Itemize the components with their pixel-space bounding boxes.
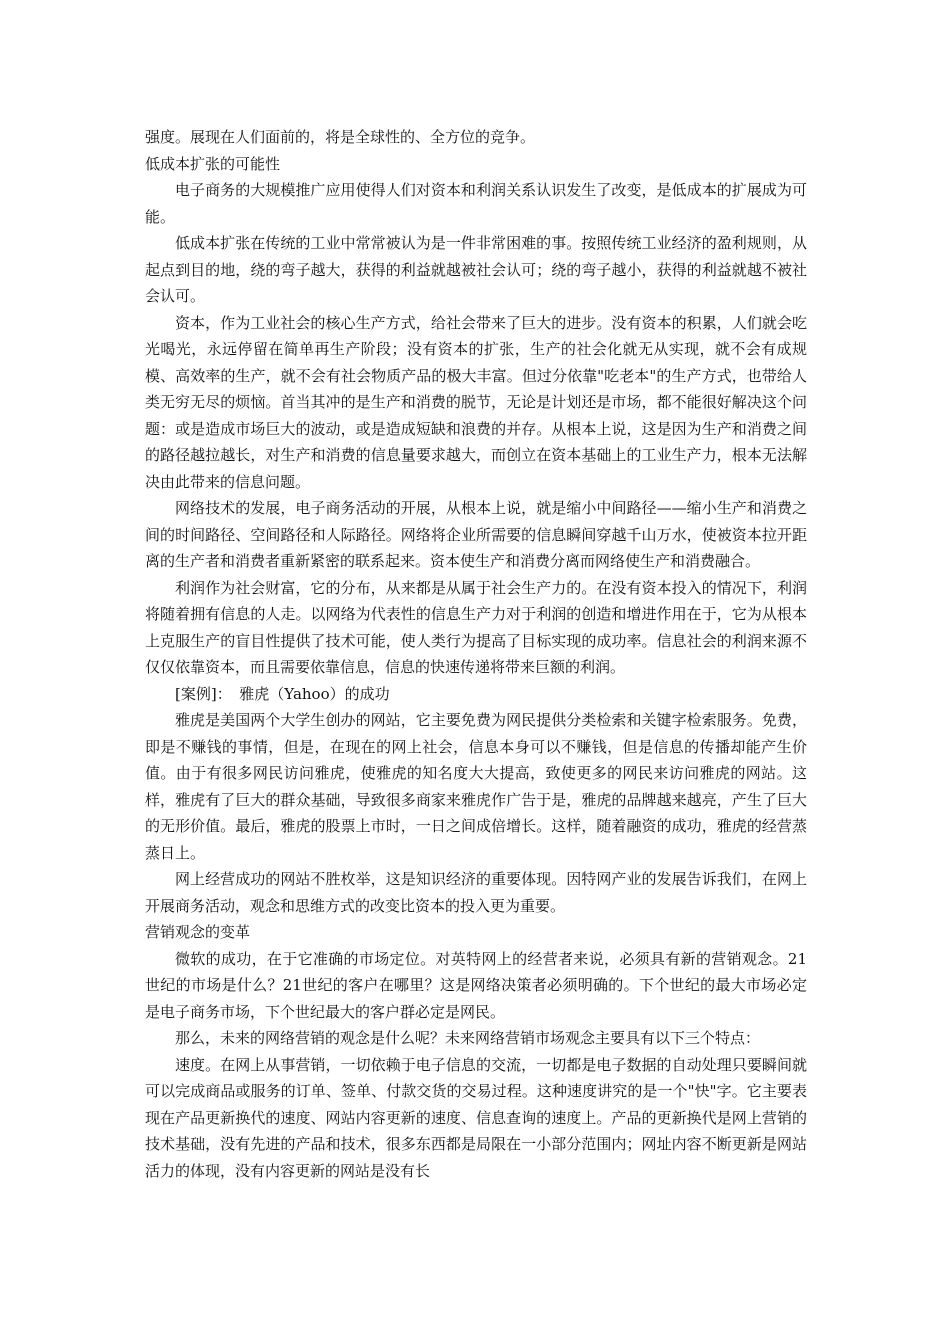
case-title-yahoo: [案例]： 雅虎（Yahoo）的成功 [175,684,390,703]
paragraph: 低成本扩张在传统的工业中常常被认为是一件非常困难的事。按照传统工业经济的盈利规则，从起点到目的地，绕的弯子越大，获得的利益就越被社会认可；绕的弯子越小，获得的利益就越不被社会认可。 [145,234,807,305]
paragraph: 那么，未来的网络营销的观念是什么呢？未来网络营销市场观念主要具有以下三个特点： [175,1029,761,1047]
paragraph-continuation: 强度。展现在人们面前的，将是全球性的、全方位的竞争。 [145,128,536,146]
paragraph: 电子商务的大规模推广应用使得人们对资本和利润关系认识发生了改变，是低成本的扩展成为可能。 [145,181,807,226]
paragraph: 微软的成功，在于它准确的市场定位。对英特网上的经营者来说，必须具有新的营销观念。21世纪的市场是什么？21世纪的客户在哪里？这是网络决策者必须明确的。下个世纪的最大市场必定是电子商务市场，下个世纪最大的客户群必定是网民。 [145,949,807,1021]
section-heading-low-cost-expansion: 低成本扩张的可能性 [145,154,281,173]
paragraph: 速度。在网上从事营销，一切依赖于电子信息的交流，一切都是电子数据的自动处理只要瞬间就可以完成商品或服务的订单、签单、付款交货的交易过程。这种速度讲究的是一个"快"字。它主要表现在产品更新换代的速度、网站内容更新的速度、信息查询的速度上。产品的更新换代是网上营销的技术基础，没有先进的产品和技术，很多东西都是局限在一小部分范围内；网址内容不断更新是网站活力的体现，没有内容更新的网站是没有长 [145,1055,807,1180]
paragraph: 资本，作为工业社会的核心生产方式，给社会带来了巨大的进步。没有资本的积累，人们就会吃光喝光，永远停留在简单再生产阶段；没有资本的扩张，生产的社会化就无从实现，就不会有成规模、高效率的生产，就不会有社会物质产品的极大丰富。但过分依靠"吃老本"的生产方式，也带给人类无穷无尽的烦恼。首当其冲的是生产和消费的脱节，无论是计划还是市场，都不能很好解决这个问题：或是造成市场巨大的波动，或是造成短缺和浪费的并存。从根本上说，这是因为生产和消费之间的路径越拉越长，对生产和消费的信息量要求越大，而创立在资本基础上的工业生产力，根本无法解决由此带来的信息问题。 [145,313,807,491]
document-page [145,124,807,1184]
paragraph: 网络技术的发展，电子商务活动的开展，从根本上说，就是缩小中间路径——缩小生产和消费之间的时间路径、空间路径和人际路径。网络将企业所需要的信息瞬间穿越千山万水，使被资本拉开距离的生产者和消费者重新紧密的联系起来。资本使生产和消费分离而网络使生产和消费融合。 [145,499,807,570]
paragraph: 雅虎是美国两个大学生创办的网站，它主要免费为网民提供分类检索和关键字检索服务。免费，即是不赚钱的事情，但是，在现在的网上社会，信息本身可以不赚钱，但是信息的传播却能产生价值。由于有很多网民访问雅虎，使雅虎的知名度大大提高，致使更多的网民来访问雅虎的网站。这样，雅虎有了巨大的群众基础，导致很多商家来雅虎作广告于是，雅虎的品牌越来越亮，产生了巨大的无形价值。最后，雅虎的股票上市时，一日之间成倍增长。这样，随着融资的成功，雅虎的经营蒸蒸日上。 [145,711,807,862]
paragraph: 利润作为社会财富，它的分布，从来都是从属于社会生产力的。在没有资本投入的情况下，利润将随着拥有信息的人走。以网络为代表性的信息生产力对于利润的创造和增进作用在于，它为从根本上克服生产的盲目性提供了技术可能，使人类行为提高了目标实现的成功率。信息社会的利润来源不仅仅依靠资本，而且需要依靠信息，信息的快速传递将带来巨额的利润。 [145,578,807,676]
paragraph: 网上经营成功的网站不胜枚举，这是知识经济的重要体现。因特网产业的发展告诉我们，在网上开展商务活动，观念和思维方式的改变比资本的投入更为重要。 [145,870,807,915]
section-heading-marketing-concept: 营销观念的变革 [145,923,251,941]
